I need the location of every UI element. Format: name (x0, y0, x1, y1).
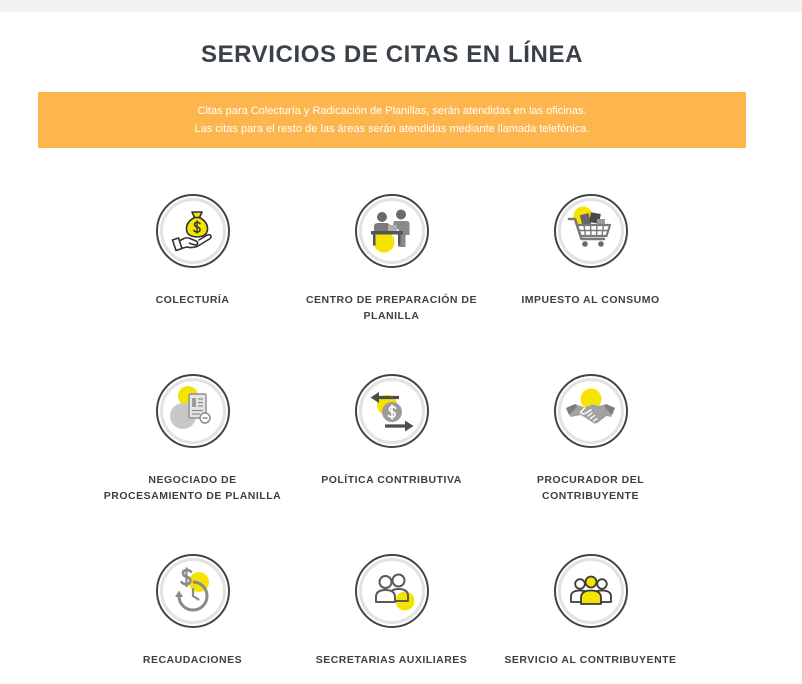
service-label (156, 292, 230, 308)
service-label-line: SERVICIO AL CONTRIBUYENTE (504, 654, 677, 666)
service-label (143, 652, 242, 668)
service-colecturia[interactable] (93, 194, 292, 374)
service-label (521, 292, 659, 308)
service-label-line: IMPUESTO AL CONSUMO (521, 294, 660, 306)
service-label-line: CONTRIBUYENTE (542, 490, 639, 502)
services-grid (93, 194, 690, 668)
service-label (104, 472, 281, 504)
shopping-cart-icon (554, 194, 628, 268)
service-label-line: PLANILLA (363, 310, 420, 322)
top-bar (0, 0, 802, 12)
service-procurador-del-contribuyente[interactable] (491, 374, 690, 554)
service-label-line: POLÍTICA CONTRIBUTIVA (321, 474, 462, 486)
notice-line-1: Citas para Colecturía y Radicación de Planillas, serán atendidas en las oficinas. (197, 105, 587, 117)
three-people-icon (554, 554, 628, 628)
service-label-line: PROCESAMIENTO DE PLANILLA (103, 490, 282, 502)
dollar-clock-icon (156, 554, 230, 628)
two-people-icon (355, 554, 429, 628)
service-label (537, 472, 644, 504)
service-label-line: NEGOCIADO DE (148, 474, 237, 486)
service-impuesto-al-consumo[interactable] (491, 194, 690, 374)
document-icon (156, 374, 230, 448)
service-label-line: COLECTURÍA (155, 294, 230, 306)
notice-line-2: Las citas para el resto de las áreas serán atendidas mediante llamada telefónica. (194, 123, 590, 135)
service-label-line: SECRETARIAS AUXILIARES (315, 654, 468, 666)
service-label-line: RECAUDACIONES (142, 654, 243, 666)
people-at-desk-icon (355, 194, 429, 268)
dollar-exchange-arrows-icon (355, 374, 429, 448)
service-label (504, 652, 676, 668)
page-title: SERVICIOS DE CITAS EN LÍNEA (200, 41, 584, 68)
service-label-line: CENTRO DE PREPARACIÓN DE (305, 294, 478, 306)
money-bag-hand-icon (156, 194, 230, 268)
service-servicio-al-contribuyente[interactable] (491, 554, 690, 668)
service-recaudaciones[interactable] (93, 554, 292, 668)
service-label (306, 292, 477, 324)
service-politica-contributiva[interactable] (292, 374, 491, 554)
service-negociado-procesamiento-planilla[interactable] (93, 374, 292, 554)
service-centro-preparacion-planilla[interactable] (292, 194, 491, 374)
service-label (321, 472, 462, 488)
notice-banner (38, 92, 746, 148)
service-label-line: PROCURADOR DEL (536, 474, 645, 486)
service-label (316, 652, 468, 668)
handshake-icon (554, 374, 628, 448)
service-secretarias-auxiliares[interactable] (292, 554, 491, 668)
